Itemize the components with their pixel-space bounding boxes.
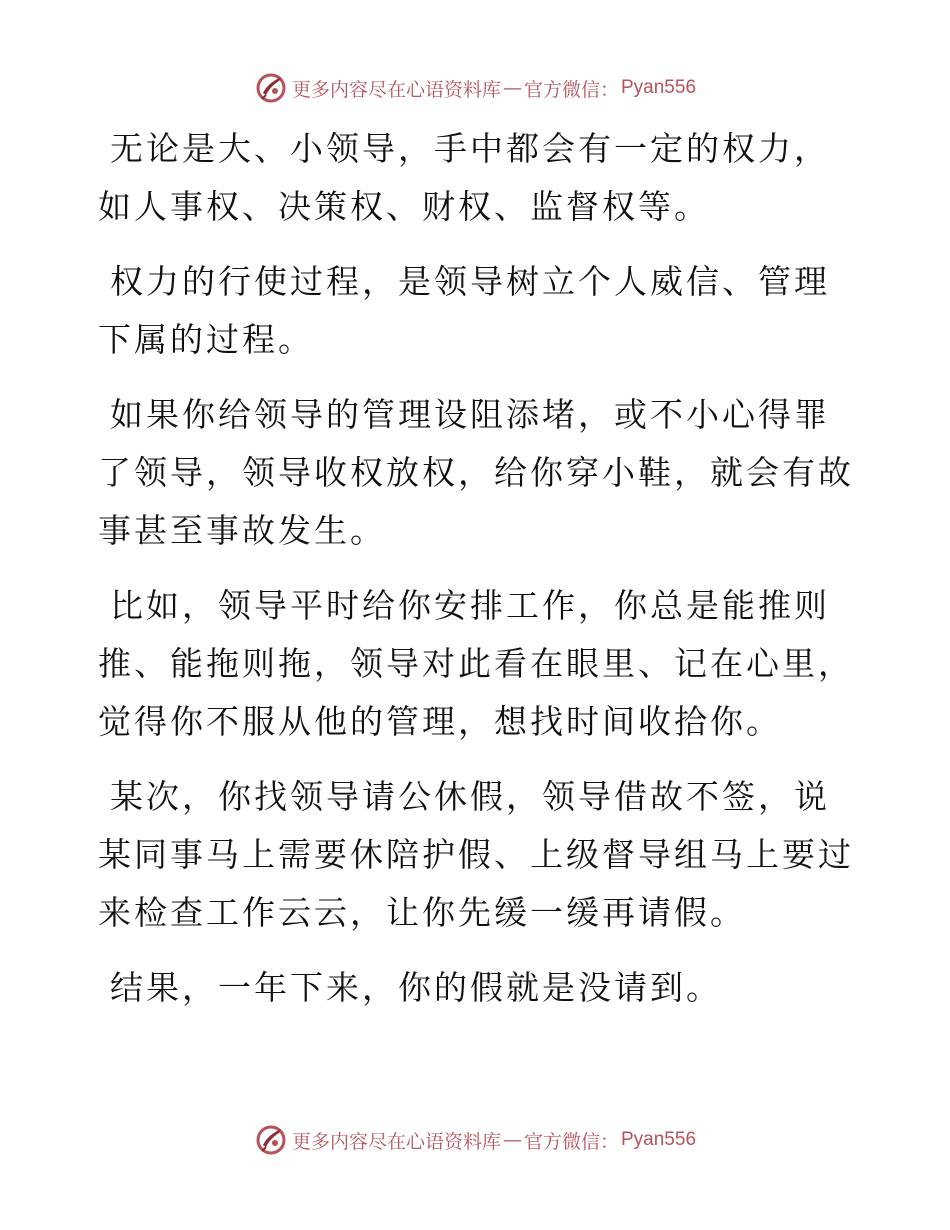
paragraph: 比如，领导平时给你安排工作，你总是能推则推、能拖则拖，领导对此看在眼里、记在心里，觉得你不服从他的管理，想找时间收拾你。: [98, 586, 854, 741]
paragraph: 权力的行使过程，是领导树立个人威信、管理下属的过程。: [98, 262, 830, 359]
footer-wechat-id: Pyan556: [621, 1129, 697, 1150]
pen-logo-icon: [254, 71, 288, 105]
paragraph: 某次，你找领导请公休假，领导借故不签，说某同事马上需要休陪护假、上级督导组马上要过来检查工作云云，让你先缓一缓再请假。: [98, 777, 854, 932]
header-brand-text: 更多内容尽在心语资料库: [291, 78, 501, 101]
header-wechat-id: Pyan556: [621, 77, 697, 98]
footer-separator: —: [502, 1129, 522, 1151]
paragraph: 如果你给领导的管理设阻添堵，或不小心得罪了领导，领导收权放权，给你穿小鞋，就会有故事甚至事故发生。: [98, 395, 854, 550]
document-body: [98, 120, 858, 1034]
footer-banner: [0, 1120, 950, 1160]
footer-brand-text: 更多内容尽在心语资料库: [291, 1130, 501, 1153]
footer-wechat-label: 官方微信：: [523, 1130, 619, 1153]
pen-logo-icon: [254, 1123, 288, 1157]
header-banner: [0, 68, 950, 108]
paragraph: 结果，一年下来，你的假就是没请到。: [110, 968, 722, 1007]
paragraph: 无论是大、小领导，手中都会有一定的权力，如人事权、决策权、财权、监督权等。: [98, 129, 830, 226]
header-separator: —: [502, 77, 522, 99]
header-wechat-label: 官方微信：: [523, 78, 619, 101]
